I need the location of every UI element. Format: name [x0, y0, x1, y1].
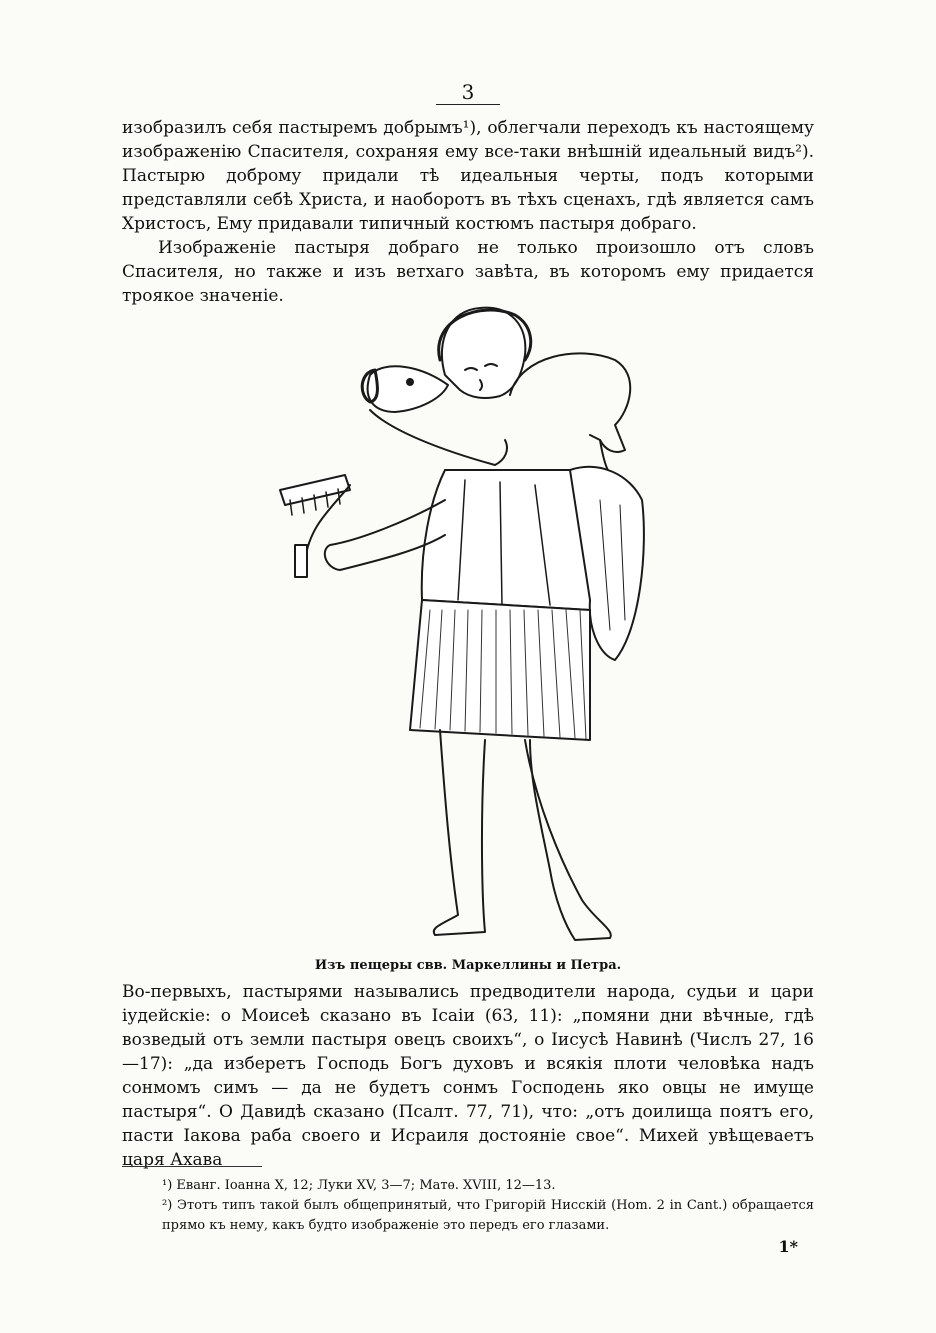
paragraph-3: Во-первыхъ, пастырями назывались предводители народа, судьи и цари іудейскіе: о Моисеѣ сказано въ Ісаіи (63, 11): „помяни дни вѣчные, гдѣ возведый отъ земли пастыря овецъ своихъ“, о Іисусѣ Навинѣ (Числъ 27, 16—17): „да изберетъ Господь Богъ духовъ и всякія плоти человѣка надъ сонмомъ симъ — да не будетъ сонмъ Господень яко овцы не имуще пастыря“. О Давидѣ сказано (Псалт. 77, 71), что: „отъ доилища поятъ его, пасти Іакова раба своего и Исраиля достояніе свое“. Михей увѣщеваетъ царя Ахава: [122, 982, 814, 1170]
page-number: 3: [0, 80, 936, 105]
paragraph-2: Изображеніе пастыря добраго не только произошло отъ словъ Спасителя, но также и изъ ветхаго завѣта, въ которомъ ему придается троякое значеніе.: [122, 238, 814, 306]
paragraph-1: изобразилъ себя пастыремъ добрымъ¹), облегчали переходъ къ настоящему изображенію Спасителя, сохраняя ему все-таки внѣшній идеальный видъ²). Пастырю доброму придали тѣ идеальныя черты, подъ которыми представляли себѣ Христа, и наоборотъ въ тѣхъ сценахъ, гдѣ является самъ Христосъ, Ему придавали типичный костюмъ пастыря добраго.: [122, 118, 814, 234]
footnotes: [122, 1176, 814, 1236]
good-shepherd-illustration: [270, 300, 670, 950]
signature-mark: 1*: [778, 1237, 798, 1256]
footnote-rule: [122, 1166, 262, 1167]
body-text-top: [122, 116, 814, 308]
footnote-2: ²) Этотъ типъ такой былъ общепринятый, что Григорій Нисскій (Hom. 2 in Cant.) обращается прямо къ нему, какъ будто изображеніе это передъ его глазами.: [162, 1198, 814, 1233]
figure-caption: Изъ пещеры свв. Маркеллины и Петра.: [314, 958, 622, 973]
body-text-bottom: [122, 980, 814, 1172]
footnote-1: ¹) Еванг. Іоанна X, 12; Луки XV, 3—7; Матѳ. XVIII, 12—13.: [162, 1178, 556, 1193]
